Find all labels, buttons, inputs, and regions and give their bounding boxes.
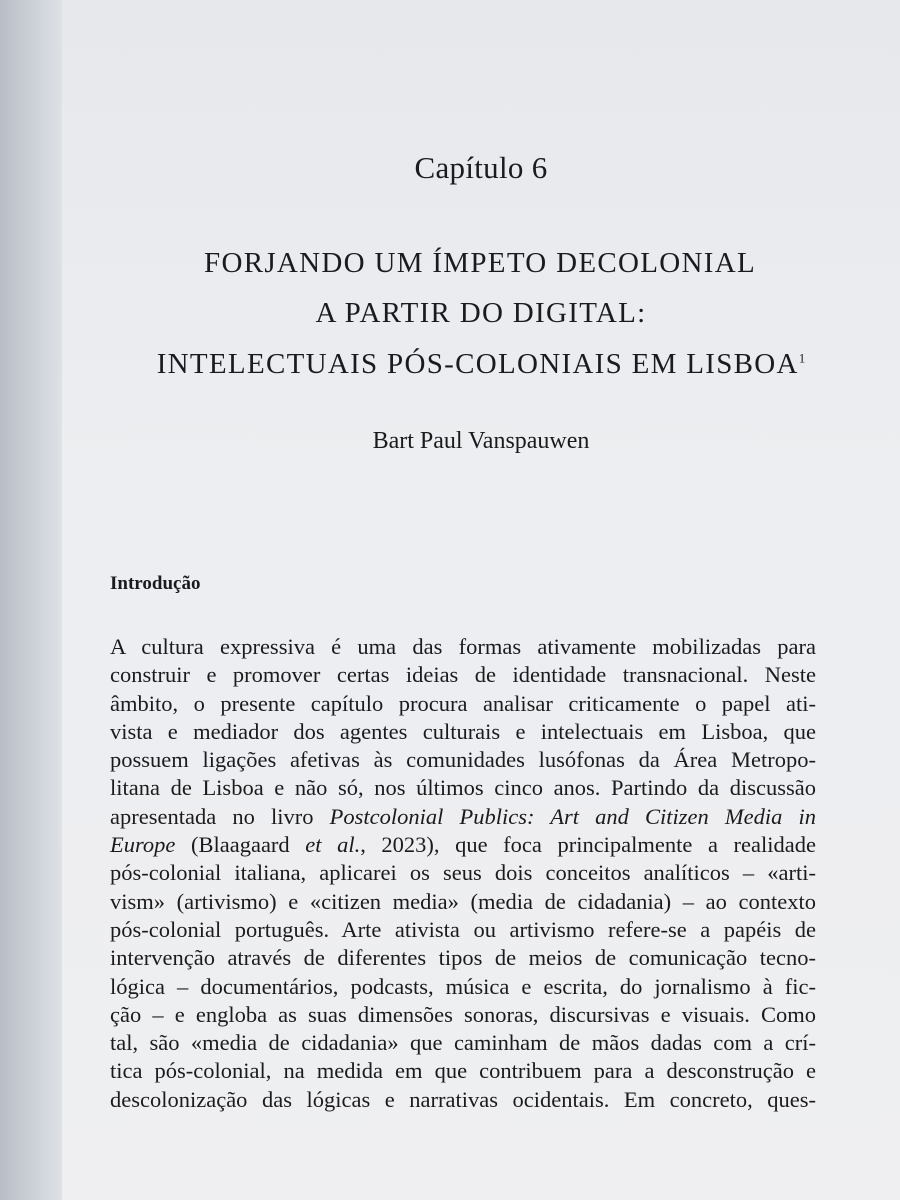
book-page <box>62 0 900 1200</box>
section-heading: Introdução <box>110 573 201 594</box>
chapter-title-line-2: A PARTIR DO DIGITAL: <box>315 297 647 329</box>
chapter-title-line-1: FORJANDO UM ÍMPETO DECOLONIAL <box>204 247 756 279</box>
body-line: pós-colonial italiana, aplicarei os seus dois conceitos analíticos – «arti- <box>110 860 816 886</box>
body-line: tal, são «media de cidadania» que caminham de mãos dadas com a crí- <box>110 1030 816 1056</box>
body-line: descolonização das lógicas e narrativas ocidentais. Em concreto, ques- <box>110 1086 816 1112</box>
body-line: tica pós-colonial, na medida em que contribuem para a desconstrução e <box>110 1058 816 1084</box>
footnote-marker: 1 <box>798 350 806 366</box>
chapter-title-line-3 <box>62 348 900 381</box>
body-line: pós-colonial português. Arte ativista ou artivismo refere-se a papéis de <box>110 916 816 942</box>
body-line: litana de Lisboa e não só, nos últimos cinco anos. Partindo da discussão <box>110 775 816 801</box>
body-line: ção – e engloba as suas dimensões sonoras, discursivas e visuais. Como <box>110 1001 816 1027</box>
book-title-italic: Postcolonial Publics: Art and Citizen Media in <box>329 803 816 829</box>
body-line-part: apresentada no livro <box>110 803 330 829</box>
body-line: lógica – documentários, podcasts, música e escrita, do jornalismo à fic- <box>110 973 816 999</box>
body-line: possuem ligações afetivas às comunidades lusófonas da Área Metropo- <box>110 747 816 773</box>
chapter-author: Bart Paul Vanspauwen <box>372 428 590 454</box>
body-line: construir e promover certas ideias de identidade transnacional. Neste <box>110 662 816 688</box>
body-line <box>110 803 816 831</box>
et-al-italic: et al. <box>305 832 361 858</box>
body-line: A cultura expressiva é uma das formas ativamente mobilizadas para <box>110 634 816 659</box>
body-line: intervenção através de diferentes tipos de meios de comunicação tecno- <box>110 945 816 971</box>
adjacent-page-edge <box>0 0 70 1200</box>
body-line: vism» (artivismo) e «citizen media» (media de cidadania) – ao contexto <box>110 888 816 914</box>
body-line: âmbito, o presente capítulo procura analisar criticamente o papel ati- <box>110 690 816 716</box>
body-line: vista e mediador dos agentes culturais e intelectuais em Lisboa, que <box>110 718 816 744</box>
chapter-title-line-3-text: INTELECTUAIS PÓS-COLONIAIS EM LISBOA <box>156 348 799 380</box>
body-line-part: (Blaagaard <box>175 832 306 858</box>
body-paragraph <box>110 633 816 1114</box>
chapter-number: Capítulo 6 <box>414 150 548 185</box>
body-line-part: , 2023), que foca principalmente a realidade <box>360 832 816 858</box>
body-line <box>110 831 816 859</box>
book-title-italic-end: Europe <box>110 832 176 858</box>
